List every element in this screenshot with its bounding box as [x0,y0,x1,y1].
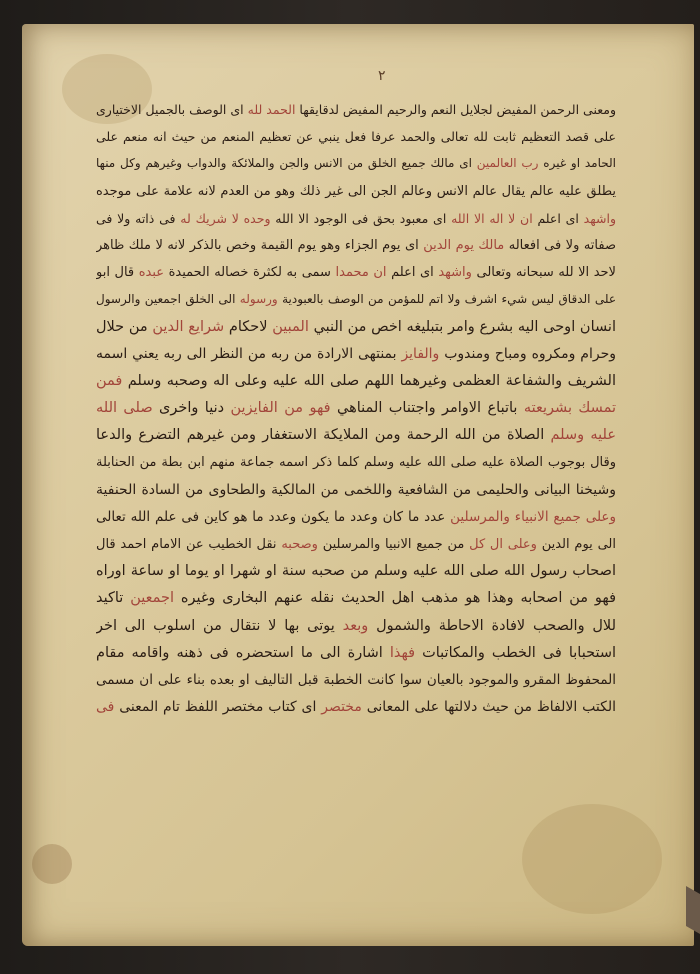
rubric-text: وبعد [342,617,369,634]
text-line [96,613,616,640]
text-line [96,341,616,368]
rubric-text: مالك يوم الدين [423,237,505,253]
body-text: اى كتاب مختصر اللفظ تام المعنى [114,699,322,716]
body-text: وقال بوجوب الصلاة عليه صلى الله عليه وسلم كلما ذكر اسمه جماعة منهم ابن بطة من الحنابلة [96,455,616,471]
body-text: لاحكام [224,318,273,335]
page-edge-mark [686,886,700,934]
body-text: اشارة الى ما استحضره فى ذهنه واقامه مقام [96,644,390,661]
text-line [96,314,616,341]
rubric-text: وعلى ال كل [469,537,537,552]
text-line [96,178,616,205]
body-text: باتباع الاوامر واجتناب المناهي [330,400,524,417]
rubric-text: الحمد لله [247,102,296,117]
rubric-text: فهو من الفايزين [230,400,331,417]
body-text: الحامد او غيره [538,156,616,171]
body-text: لاحد الا لله سبحانه وتعالى [471,265,616,281]
text-line [96,694,616,721]
body-text: المحفوظ المقرو والموجود بالعيان سوا كانت الخطبة قبل التاليف او بعده بناء على ان مسمى [96,671,616,688]
rubric-text: فى [96,699,115,716]
text-line [96,531,616,558]
rubric-text: وصحبه [281,537,318,552]
rubric-text: رب العالمين [476,156,539,171]
rubric-text: ان لا اله الا الله [451,210,533,226]
text-line [96,395,616,422]
body-text: اى مالك جميع الخلق من الانس والجن والملائكة والدواب وغيرهم وكل منها [96,156,477,171]
body-text: الشريف والشفاعة العظمى وغيرهما اللهم صلى الله عليه وعلى اله وصحبه وسلم [122,372,616,389]
text-line [96,449,616,476]
text-line [96,477,616,504]
text-line [96,422,616,449]
rubric-text: واشهد [583,210,616,226]
text-line [96,368,616,395]
paper-stain [32,844,72,884]
rubric-text: صلى الله [96,400,153,417]
body-text: على قصد التعظيم ثابت لله تعالى والحمد عرفا فعل ينبي عن تعظيم المنعم من حيث انه منعم على [96,129,616,145]
body-text: ومعنى الرحمن المفيض لجلايل النعم والرحيم المفيض لدقايقها [295,102,616,117]
rubric-text: والفايز [401,345,440,362]
body-text: صفاته ولا فى افعاله [504,237,616,253]
body-text: الى يوم الدين [536,537,616,552]
body-text: وشيخنا البيانى والحليمى من الشافعية واللخمى من المالكية والطحاوى من السادة الحنفية [96,481,616,498]
body-text: فى ذاته ولا فى [96,210,181,226]
body-text: الكتب الالفاظ من حيث دلالتها على المعانى [361,699,616,716]
rubric-text: اجمعين [130,590,174,607]
text-line [96,667,616,694]
rubric-text: شرايع الدين [152,318,225,335]
body-text: سمى به لكثرة خصاله الحميدة [164,265,336,281]
body-text: دنيا واخرى [152,400,231,417]
body-text: الى الخلق اجمعين والرسول [96,292,240,307]
text-line [96,96,616,123]
body-text: قال ابو [96,265,139,281]
body-text: اى معبود بحق فى الوجود الا الله [270,210,452,226]
paper-stain [522,804,662,914]
text-line [96,123,616,150]
rubric-text: المبين [272,318,309,335]
rubric-text: عبده [138,265,165,281]
body-text: الصلاة من الله الرحمة ومن الملايكة الاستغفار ومن غيرهم التضرع والدعا [96,427,551,444]
body-text: من جميع الانبيا والمرسلين [317,537,470,552]
rubric-text: ورسوله [239,292,278,307]
body-text: يطلق عليه عالم يقال عالم الانس وعالم الجن الى غير ذلك وهو من العدم لانه علامة على موجده [96,183,616,199]
body-text: استحبابا فى الخطب والمكاتبات [415,644,616,661]
text-line [96,259,616,286]
text-line [96,205,616,232]
rubric-text: فهذا [389,644,416,661]
body-text: اى اعلم [386,265,439,281]
body-text: اصحاب رسول الله صلى الله عليه وسلم من صحبه سنة او شهرا او يوما او ساعة اوراه [96,563,616,580]
text-line [96,640,616,667]
text-line [96,232,616,259]
body-text: يوتى بها لا نتقال من اسلوب الى اخر [96,617,343,634]
rubric-text: وحده لا شريك له [180,210,271,226]
body-text: تاكيد [96,590,131,607]
rubric-text: ان محمدا [335,265,387,281]
body-text: اى اعلم [532,210,584,226]
rubric-text: مختصر [321,699,362,716]
rubric-text: فمن [96,372,123,389]
manuscript-text-block [96,96,616,721]
body-text: وحرام ومكروه ومباح ومندوب [439,345,616,362]
body-text: نقل الخطيب عن الامام احمد قال [96,537,282,552]
rubric-text: واشهد [438,265,472,281]
body-text: اى الوصف بالجميل الاختيارى [96,102,248,117]
body-text: من حلال [96,318,153,335]
rubric-text: وعلى جميع الانبياء والمرسلين [450,508,616,525]
body-text: اى يوم الجزاء وهو يوم القيمة وخص بالذكر لانه لا ملك ظاهر [96,237,424,253]
text-line [96,150,616,177]
folio-number: ٢ [378,68,386,84]
text-line [96,286,616,313]
text-line [96,504,616,531]
rubric-text: عليه وسلم [550,427,616,444]
body-text: عدد ما كان وعدد ما يكون وعدد ما هو كاين فى علم الله تعالى [96,508,451,525]
body-text: بمنتهى الارادة من ربه من النظر الى ربه يعني اسمه [96,345,402,362]
body-text: فهو من اصحابه وهذا هو مذهب اهل الحديث نقله عنهم البخارى وغيره [174,590,616,607]
body-text: انسان اوحى اليه بشرع وامر بتبليغه اخص من النبي [308,318,616,335]
rubric-text: تمسك بشريعته [523,400,616,417]
text-line [96,558,616,585]
text-line [96,585,616,612]
body-text: للال والصحب لافادة الاحاطة والشمول [368,617,616,634]
body-text: على الدقاق ليس شيء اشرف ولا اتم للمؤمن من الوصف بالعبودية [277,292,616,307]
